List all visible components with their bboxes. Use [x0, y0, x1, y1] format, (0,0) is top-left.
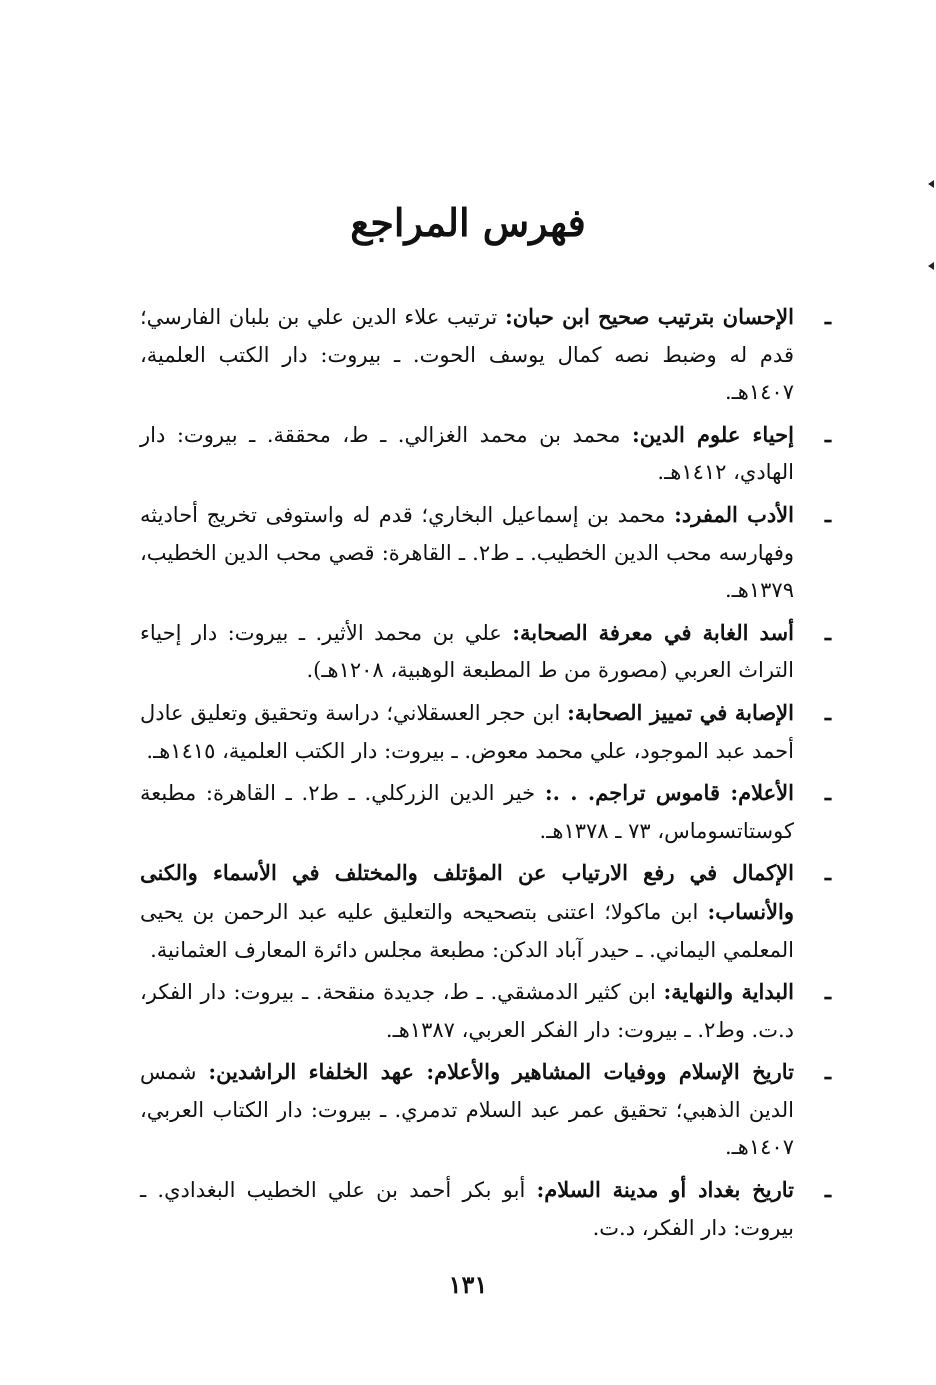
reference-title: الإكمال في رفع الارتياب عن المؤتلف والمختلف في الأسماء والكنى والأنساب: — [140, 860, 794, 924]
reference-entry — [140, 973, 838, 1049]
reference-entry — [140, 496, 838, 610]
entry-dash: ـ — [824, 304, 832, 329]
entry-dash: ـ — [824, 421, 832, 447]
reference-details: ابن حجر العسقلاني؛ دراسة وتحقيق وتعليق عادل أحمد عبد الموجود، علي محمد معوض. ـ بيروت: دار الكتب العلمية، ١٤١٥هـ. — [140, 700, 794, 763]
reference-details: ابن كثير الدمشقي. ـ ط، جديدة منقحة. ـ بيروت: دار الفكر، د.ت. وط٢. ـ بيروت: دار الفكر العربي، ١٣٨٧هـ. — [140, 980, 794, 1042]
reference-title: أسد الغابة في معرفة الصحابة: — [512, 619, 794, 645]
reference-details: ترتيب علاء الدين علي بن بلبان الفارسي؛ قدم له وضبط نصه كمال يوسف الحوت. ـ بيروت: دار الكتب العلمية، ١٤٠٧هـ. — [140, 305, 794, 405]
reference-entry — [140, 774, 838, 850]
page-title: فهرس المراجع — [350, 200, 586, 245]
margin-mark — [928, 180, 934, 188]
reference-title: الإحسان بترتيب صحيح ابن حبان: — [504, 304, 794, 329]
reference-title: الإصابة في تمييز الصحابة: — [567, 699, 794, 725]
entry-dash: ـ — [824, 699, 832, 725]
reference-entry — [140, 298, 838, 412]
reference-details: ابن ماكولا؛ اعتنى بتصحيحه والتعليق عليه عبد الرحمن بن يحيى المعلمي اليماني. ـ حيدر آباد الدكن: مطبعة مجلس دائرة المعارف العثمانية. — [140, 899, 794, 962]
entry-dash: ـ — [824, 1177, 832, 1203]
reference-title: الأدب المفرد: — [674, 501, 794, 527]
entry-dash: ـ — [824, 501, 832, 527]
reference-entry — [140, 416, 838, 492]
reference-entry — [140, 694, 838, 770]
reference-title: البداية والنهاية: — [663, 979, 794, 1005]
entry-dash: ـ — [824, 780, 832, 806]
entry-dash: ـ — [824, 1059, 832, 1085]
margin-mark — [928, 262, 934, 270]
reference-title: تاريخ بغداد أو مدينة السلام: — [536, 1177, 794, 1203]
reference-entry — [140, 1171, 838, 1247]
reference-title: إحياء علوم الدين: — [632, 421, 794, 447]
reference-details: محمد بن محمد الغزالي. ـ ط، محققة. ـ بيروت: دار الهادي، ١٤١٢هـ. — [140, 422, 794, 485]
reference-entry — [140, 854, 838, 969]
entry-dash: ـ — [824, 619, 832, 645]
reference-details: شمس الدين الذهبي؛ تحقيق عمر عبد السلام تدمري. ـ بيروت: دار الكتاب العربي، ١٤٠٧هـ. — [140, 1060, 794, 1160]
entry-dash: ـ — [824, 860, 832, 886]
reference-title: تاريخ الإسلام ووفيات المشاهير والأعلام: عهد الخلفاء الراشدين: — [208, 1059, 794, 1085]
reference-details: محمد بن إسماعيل البخاري؛ قدم له واستوفى تخريج أحاديثه وفهارسه محب الدين الخطيب. ـ ط٢. ـ القاهرة: قصي محب الدين الخطيب، ١٣٧٩هـ. — [140, 502, 794, 603]
entry-dash: ـ — [824, 979, 832, 1005]
reference-entry — [140, 614, 838, 690]
page-number: ١٣١ — [448, 1270, 488, 1299]
reference-title: الأعلام: قاموس تراجم. . .: — [544, 780, 794, 806]
reference-details: خير الدين الزركلي. ـ ط٢. ـ القاهرة: مطبعة كوستاتسوماس، ٧٣ ـ ١٣٧٨هـ. — [140, 781, 794, 843]
reference-details: علي بن محمد الأثير. ـ بيروت: دار إحياء التراث العربي (مصورة من ط المطبعة الوهبية، ١٢٠٨هـ). — [140, 620, 794, 683]
references-list — [140, 298, 838, 1251]
reference-details: أبو بكر أحمد بن علي الخطيب البغدادي. ـ بيروت: دار الفكر، د.ت. — [140, 1178, 794, 1240]
reference-entry — [140, 1053, 838, 1167]
